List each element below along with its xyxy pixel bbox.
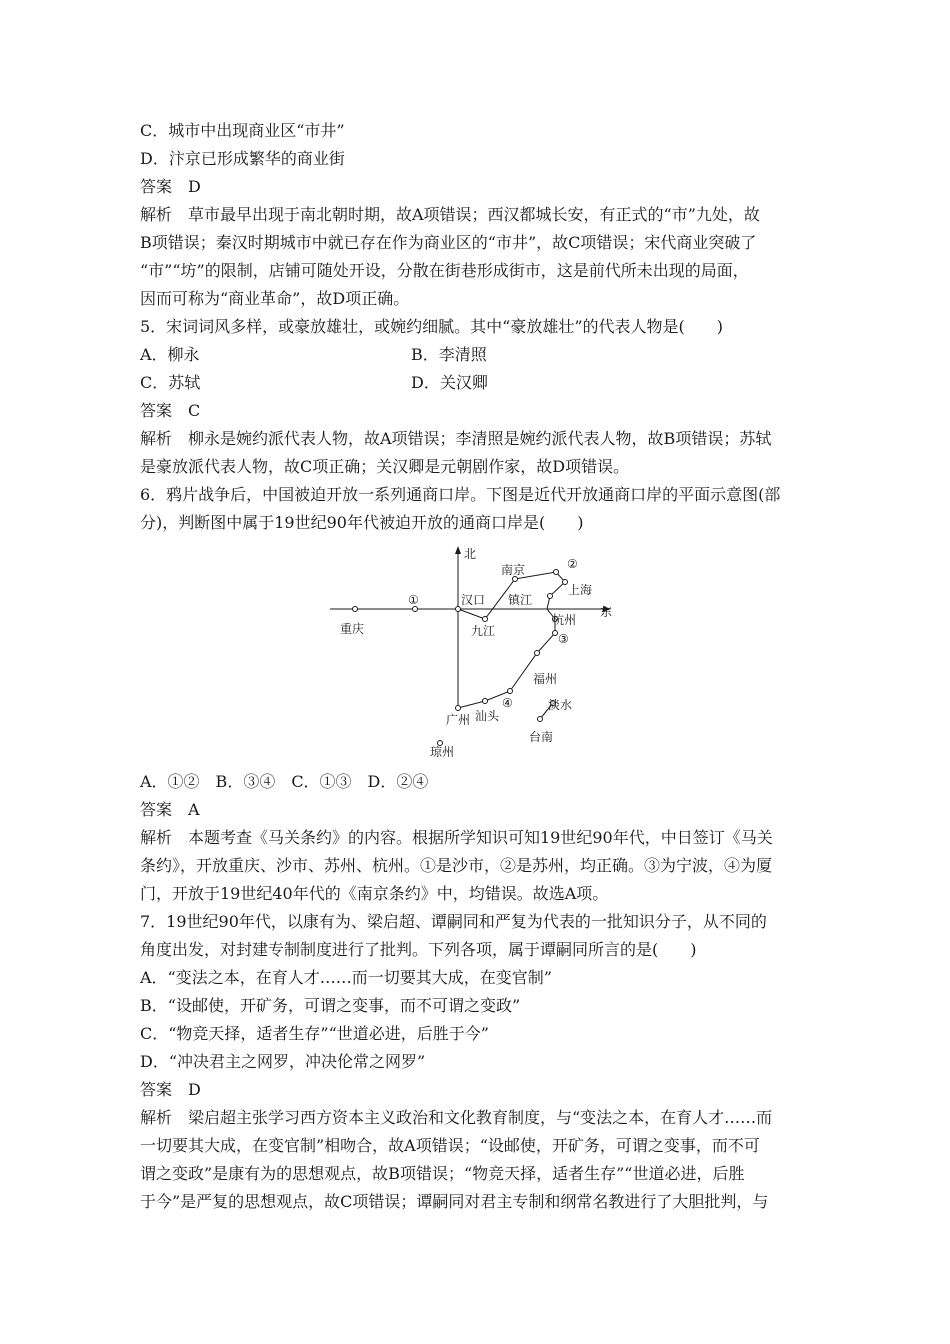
q4-analysis-line: B项错误；秦汉时期城市中就已存在作为商业区的“市井”，故C项错误；宋代商业突破了 — [140, 233, 757, 252]
q5-stem: 5．宋词词风多样，或豪放雄壮，或婉约细腻。其中“豪放雄壮”的代表人物是( ) — [140, 317, 724, 336]
city-dot-zhenjiang — [548, 594, 553, 599]
q6-analysis-line: 条约》，开放重庆、沙市、苏州、杭州。①是沙市，②是苏州，均正确。③为宁波，④为厦 — [140, 856, 773, 875]
city-dot-chongqing — [353, 607, 358, 612]
city-label-hangzhou: 杭州 — [552, 613, 577, 627]
q5-option-d: D．关汉卿 — [411, 373, 488, 392]
marker-3: ③ — [558, 632, 569, 646]
q7-analysis-line: 一切要其大成，在变官制”相吻合，故A项错误；“设邮使，开矿务，可谓之变事，而不可 — [140, 1136, 760, 1155]
marker-dot-2 — [554, 570, 559, 575]
q4-analysis-line: “市”“坊”的限制，店铺可随处开设，分散在街巷形成街市，这是前代所未出现的局面， — [140, 261, 749, 280]
q7-analysis-line: 于今”是严复的思想观点，故C项错误；谭嗣同对君主专制和纲常名教进行了大胆批判，与 — [140, 1192, 769, 1211]
q7-answer: 答案 D — [140, 1080, 201, 1099]
marker-1: ① — [408, 593, 419, 607]
q7-stem: 7．19世纪90年代，以康有为、梁启超、谭嗣同和严复为代表的一批知识分子，从不同的 — [140, 912, 767, 931]
q7-stem: 角度出发，对封建专制制度进行了批判。下列各项，属于谭嗣同所言的是( ) — [140, 940, 697, 959]
q4-answer: 答案 D — [140, 177, 201, 196]
city-dot-jiujiang — [483, 617, 488, 622]
city-dot-fuzhou — [535, 651, 540, 656]
city-label-qiongzhou: 琼州 — [430, 745, 455, 759]
q6-answer: 答案 A — [140, 800, 200, 819]
q6-analysis-line: 门，开放于19世纪40年代的《南京条约》中，均错误。故选A项。 — [140, 884, 609, 903]
city-label-shanghai: 上海 — [568, 583, 593, 597]
city-dot-nanjing — [513, 577, 518, 582]
q5-option-b: B．李清照 — [411, 345, 487, 364]
q7-analysis-line: 解析 梁启超主张学习西方资本主义政治和文化教育制度，与“变法之本，在育人才……而 — [140, 1108, 773, 1127]
q4-option-d: D．汴京已形成繁华的商业街 — [140, 149, 345, 168]
q6-stem: 6．鸦片战争后，中国被迫开放一系列通商口岸。下图是近代开放通商口岸的平面示意图(部 — [140, 485, 781, 504]
q7-analysis-line: 谓之变政”是康有为的思想观点，故B项错误；“物竞天择，适者生存”“世道必进，后胜 — [140, 1164, 745, 1183]
city-dot-hankou — [456, 607, 461, 612]
q5-analysis-line: 是豪放派代表人物，故C项正确；关汉卿是元朝剧作家，故D项错误。 — [140, 457, 630, 476]
east-label: 东 — [600, 605, 613, 619]
q4-analysis-line: 因而可称为“商业革命”，故D项正确。 — [140, 289, 410, 308]
q6-options: A．①② B．③④ C．①③ D．②④ — [140, 772, 429, 791]
q7-option-a: A．“变法之本，在育人才……而一切要其大成，在变官制” — [140, 968, 552, 987]
city-label-danshui: 淡水 — [548, 698, 573, 712]
city-dot-tainan — [538, 717, 543, 722]
q4-option-c: C．城市中出现商业区“市井” — [140, 121, 345, 140]
q5-option-c: C．苏轼 — [140, 373, 201, 392]
city-label-chongqing: 重庆 — [340, 622, 365, 636]
city-label-fuzhou: 福州 — [533, 672, 558, 686]
north-label: 北 — [464, 547, 477, 561]
city-dot-guangzhou — [456, 706, 461, 711]
marker-dot-1 — [413, 607, 418, 612]
treaty-ports-map — [330, 543, 620, 763]
q6-stem: 分)，判断图中属于19世纪90年代被迫开放的通商口岸是( ) — [140, 513, 584, 532]
city-label-shantou: 汕头 — [475, 709, 500, 723]
city-label-hankou: 汉口 — [461, 593, 486, 607]
q5-answer: 答案 C — [140, 401, 201, 420]
q5-analysis-line: 解析 柳永是婉约派代表人物，故A项错误；李清照是婉约派代表人物，故B项错误；苏轼 — [140, 429, 772, 448]
q7-option-c: C．“物竞天择，适者生存”“世道必进，后胜于今” — [140, 1024, 489, 1043]
city-dot-shanghai — [563, 580, 568, 585]
q6-analysis-line: 解析 本题考查《马关条约》的内容。根据所学知识可知19世纪90年代，中日签订《马关 — [140, 828, 773, 847]
marker-dot-4 — [508, 689, 513, 694]
city-dot-shantou — [483, 699, 488, 704]
city-label-zhenjiang: 镇江 — [508, 593, 533, 607]
marker-dot-3 — [553, 631, 558, 636]
north-arrow-icon — [455, 546, 461, 554]
marker-4: ④ — [502, 696, 513, 710]
city-label-jiujiang: 九江 — [471, 624, 496, 638]
q7-option-b: B．“设邮使，开矿务，可谓之变事，而不可谓之变政” — [140, 996, 521, 1015]
q5-option-a: A．柳永 — [140, 345, 200, 364]
q7-option-d: D．“冲决君主之网罗，冲决伦常之网罗” — [140, 1052, 426, 1071]
marker-2: ② — [567, 557, 578, 571]
city-label-nanjing: 南京 — [501, 563, 526, 577]
city-label-tainan: 台南 — [529, 730, 554, 744]
q4-analysis-line: 解析 草市最早出现于南北朝时期，故A项错误；西汉都城长安，有正式的“市”九处，故 — [140, 205, 760, 224]
city-label-guangzhou: 广州 — [446, 713, 471, 727]
